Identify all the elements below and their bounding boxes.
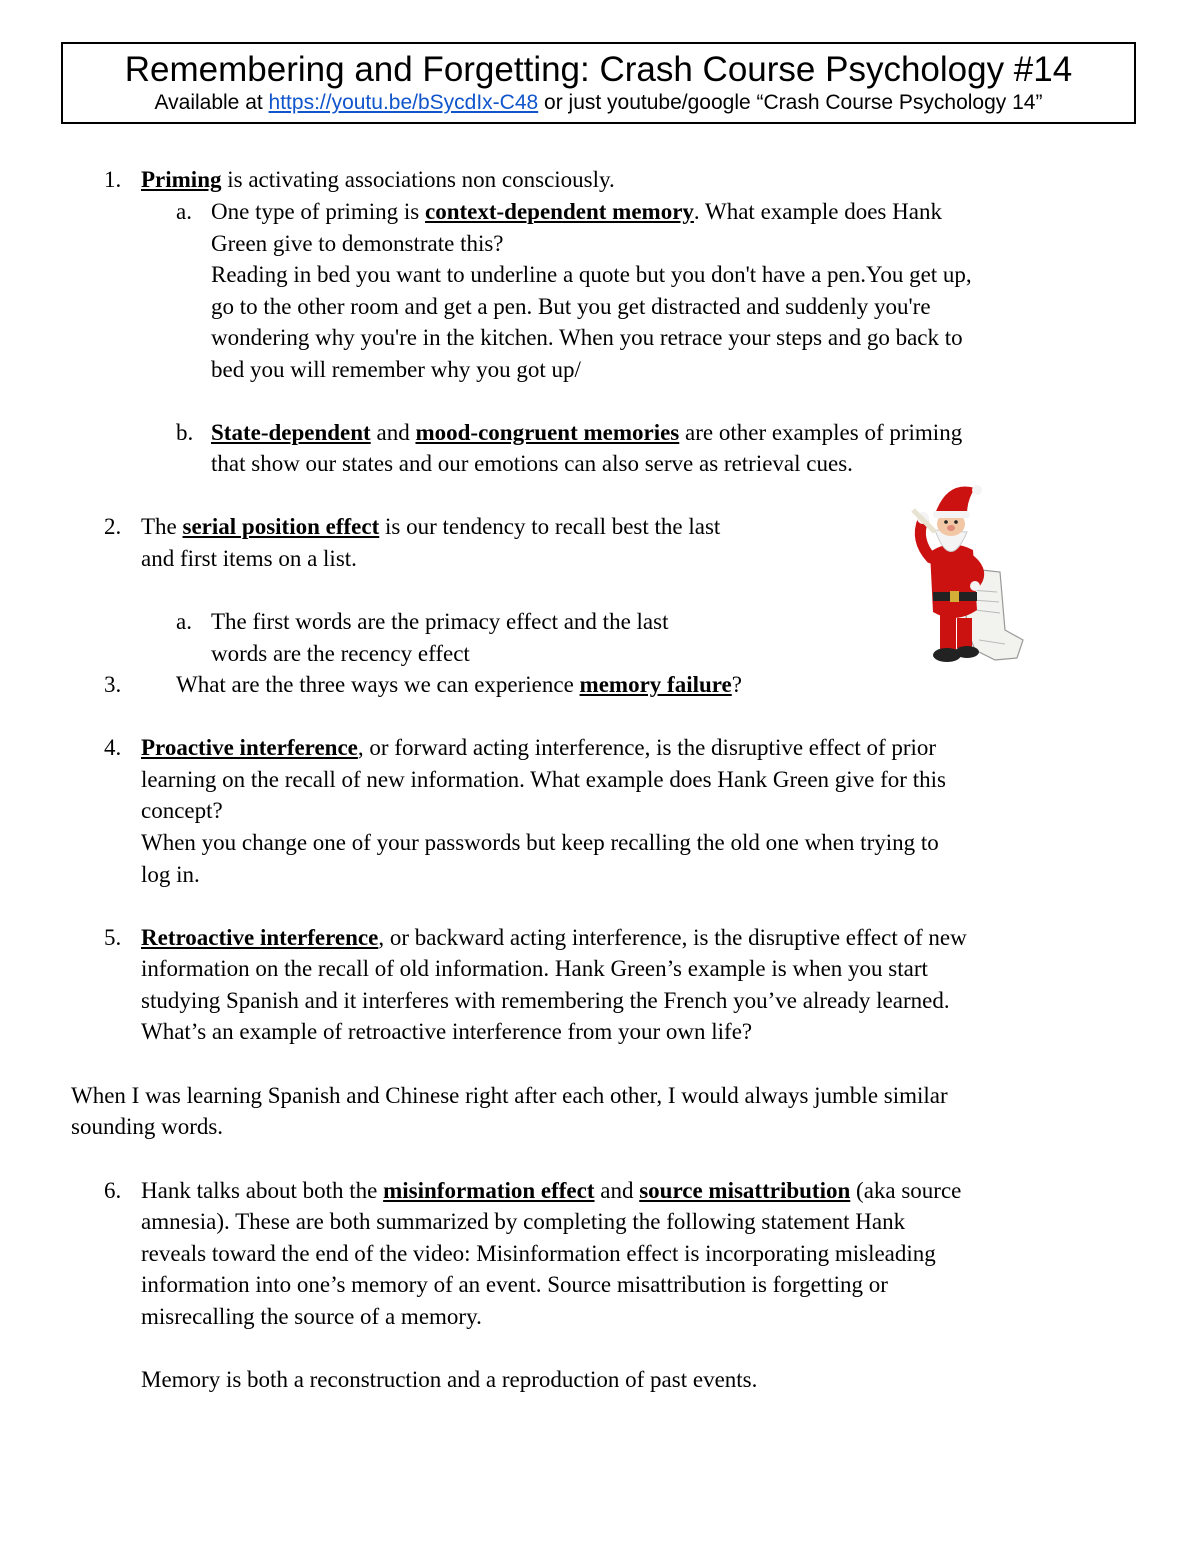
q1b-term1: State-dependent (211, 420, 371, 445)
q1a-line2: Green give to demonstrate this? (211, 231, 504, 256)
q1-term: Priming (141, 167, 222, 192)
q5-term: Retroactive interference (141, 925, 379, 950)
q3-term: memory failure (579, 672, 732, 697)
q5-answer-line: When I was learning Spanish and Chinese right after each other, I would always jumble similar (71, 1083, 948, 1108)
q1-number: 1. (104, 167, 122, 192)
q1a-answer-line: wondering why you're in the kitchen. When you retrace your steps and go back to (211, 325, 963, 350)
q6-line1: Hank talks about both the misinformation effect and source misattribution (aka source (141, 1178, 962, 1203)
q1b-letter: b. (176, 420, 194, 445)
q5-line: information on the recall of old information. Hank Green’s example is when you start (141, 956, 928, 981)
q2a-line1: The first words are the primacy effect and the last (211, 609, 669, 634)
q5-line: studying Spanish and it interferes with remembering the French you’ve already learned. (141, 988, 950, 1013)
q1b-term2: mood-congruent memories (415, 420, 680, 445)
header-subtitle (63, 90, 1134, 116)
q6-term2: source misattribution (639, 1178, 851, 1203)
q5-line: What’s an example of retroactive interference from your own life? (141, 1019, 753, 1044)
q4-line1: Proactive interference, or forward acting interference, is the disruptive effect of prior (141, 735, 937, 760)
q1b-line2: that show our states and our emotions can also serve as retrieval cues. (211, 451, 853, 476)
q4-line: learning on the recall of new information. What example does Hank Green give for this (141, 767, 946, 792)
q6-line: information into one’s memory of an event. Source misattribution is forgetting or (141, 1272, 888, 1297)
q4-answer-line: When you change one of your passwords but keep recalling the old one when trying to (141, 830, 939, 855)
santa-icon (905, 480, 1035, 675)
q1-text: Priming is activating associations non consciously. (141, 167, 615, 192)
q1a-letter: a. (176, 199, 192, 224)
q2a-letter: a. (176, 609, 192, 634)
q4-line: concept? (141, 798, 223, 823)
q2-term: serial position effect (182, 514, 380, 539)
q4-number: 4. (104, 735, 122, 760)
q1a-term: context-dependent memory (425, 199, 694, 224)
q1a-answer-line: Reading in bed you want to underline a quote but you don't have a pen.You get up, (211, 262, 972, 287)
header-box (61, 42, 1136, 124)
q3-number: 3. (104, 672, 122, 697)
q2-line2: and first items on a list. (141, 546, 357, 571)
q6-line: amnesia). These are both summarized by completing the following statement Hank (141, 1209, 906, 1234)
q1a-answer-line: bed you will remember why you got up/ (211, 357, 581, 382)
q4-answer-line: log in. (141, 862, 200, 887)
document-title: Remembering and Forgetting: Crash Course Psychology #14 (124, 50, 1073, 89)
q5-number: 5. (104, 925, 122, 950)
q2a-line2: words are the recency effect (211, 641, 470, 666)
subtitle-prefix: Available at (154, 91, 269, 114)
q3-text: What are the three ways we can experience memory failure? (176, 672, 742, 697)
q6-line: reveals toward the end of the video: Misinformation effect is incorporating misleading (141, 1241, 936, 1266)
q6-final-line: Memory is both a reconstruction and a reproduction of past events. (141, 1367, 758, 1392)
q5-answer-line: sounding words. (71, 1114, 224, 1139)
subtitle-suffix: or just youtube/google “Crash Course Psychology 14” (538, 91, 1043, 114)
q5-line1: Retroactive interference, or backward acting interference, is the disruptive effect of new (141, 925, 967, 950)
q2-line1: The serial position effect is our tendency to recall best the last (141, 514, 721, 539)
q1a-line1: One type of priming is context-dependent memory. What example does Hank (211, 199, 942, 224)
q1b-line1: State-dependent and mood-congruent memories are other examples of priming (211, 420, 963, 445)
q2-number: 2. (104, 514, 122, 539)
q6-line: misrecalling the source of a memory. (141, 1304, 482, 1329)
q6-term1: misinformation effect (383, 1178, 595, 1203)
video-link[interactable]: https://youtu.be/bSycdIx-C48 (268, 91, 539, 114)
q1a-answer-line: go to the other room and get a pen. But you get distracted and suddenly you're (211, 294, 931, 319)
q6-number: 6. (104, 1178, 122, 1203)
q4-term: Proactive interference (141, 735, 358, 760)
